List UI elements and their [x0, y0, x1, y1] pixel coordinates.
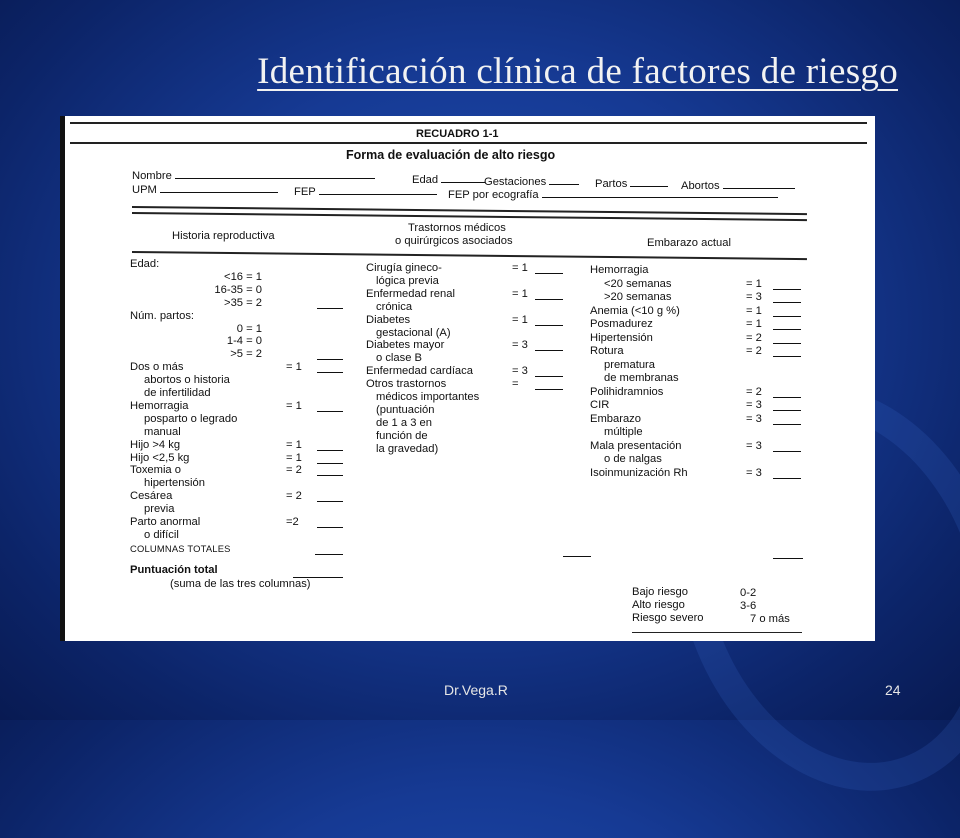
col1-item-label: Edad: — [130, 258, 160, 270]
col2-row — [366, 404, 566, 418]
col2-score-blank[interactable] — [535, 366, 563, 377]
col2-item-label: Otros trastornos — [366, 378, 447, 391]
field-fep-blank[interactable] — [319, 184, 437, 195]
col1-item-label: hipertensión — [144, 477, 205, 490]
col1-item-label: Hijo <2,5 kg — [130, 451, 190, 464]
col2-item-label: Enfermedad renal — [366, 287, 455, 300]
col1-row — [130, 258, 342, 272]
risk-severe-range: 7 o más — [750, 613, 790, 625]
col1-row — [130, 284, 342, 298]
total-score-blank[interactable] — [293, 567, 343, 578]
col3-row — [590, 332, 802, 346]
col3-item-label: Posmadurez — [590, 318, 653, 330]
col2-item-label: Diabetes — [366, 313, 411, 326]
total-score-note: (suma de las tres columnas) — [170, 578, 311, 590]
field-upm — [132, 182, 278, 197]
col3-score-blank[interactable] — [773, 279, 801, 290]
col2-item-label: médicos importantes — [376, 391, 480, 403]
col3-item-score: = 3 — [746, 399, 762, 411]
col1-list — [130, 258, 342, 548]
field-partos-blank[interactable] — [630, 176, 668, 187]
box-label: RECUADRO 1-1 — [416, 128, 499, 140]
col2-score-blank[interactable] — [535, 289, 563, 300]
page-number: 24 — [885, 682, 901, 698]
col3-row — [590, 359, 802, 373]
total-col3-blank[interactable] — [773, 548, 803, 559]
col3-score-blank[interactable] — [773, 468, 801, 479]
field-fep-label: FEP — [294, 186, 316, 198]
col3-item-label: múltiple — [604, 426, 643, 438]
col3-item-label: Hemorragia — [590, 264, 649, 276]
field-edad-label: Edad — [412, 174, 439, 186]
col1-score-blank[interactable] — [317, 491, 343, 502]
col3-row — [590, 426, 802, 440]
col1-item-label: posparto o legrado — [144, 412, 238, 425]
col1-item-label: Hemorragia — [130, 399, 189, 412]
col3-item-score: = 3 — [746, 412, 762, 425]
col2-item-label: de 1 a 3 en — [376, 416, 432, 429]
col2-row — [366, 314, 566, 328]
col1-score-blank[interactable] — [317, 298, 343, 309]
risk-high-label: Alto riesgo — [632, 599, 685, 611]
col1-item-label: <16 = 1 — [224, 270, 262, 283]
col1-row — [130, 348, 342, 362]
col3-score-blank[interactable] — [773, 306, 801, 317]
col2-item-score: = 3 — [512, 365, 528, 378]
col3-row — [590, 453, 802, 467]
col3-score-blank[interactable] — [773, 414, 801, 425]
col2-item-label: gestacional (A) — [376, 326, 451, 339]
slide-title: Identificación clínica de factores de riesgo — [257, 51, 898, 92]
col3-row — [590, 318, 802, 332]
col3-item-label: <20 semanas — [604, 277, 672, 290]
col3-item-score: = 1 — [746, 318, 762, 330]
form-heading: Forma de evaluación de alto riesgo — [346, 148, 556, 162]
col1-header: Historia reproductiva — [172, 230, 275, 242]
col1-row — [130, 516, 342, 530]
col3-row — [590, 467, 802, 481]
col3-item-label: Embarazo — [590, 412, 641, 425]
risk-low-range: 0-2 — [740, 587, 757, 599]
col3-row — [590, 386, 802, 400]
col1-row — [130, 271, 342, 285]
col1-row — [130, 361, 342, 375]
field-nombre-label: Nombre — [132, 170, 172, 182]
col3-item-score: = 1 — [746, 304, 762, 317]
col3-item-label: >20 semanas — [604, 291, 672, 303]
col2-item-label: Enfermedad cardíaca — [366, 365, 473, 378]
total-score-label: Puntuación total — [130, 564, 218, 576]
col1-row — [130, 297, 342, 311]
col2-list — [366, 262, 566, 482]
col3-item-label: de membranas — [604, 372, 679, 384]
col1-item-label: 0 = 1 — [236, 322, 262, 335]
col2-item-label: Cirugía gineco- — [366, 262, 442, 274]
col2-header-line2: o quirúrgicos asociados — [395, 235, 513, 247]
col1-row — [130, 503, 342, 517]
col1-row — [130, 310, 342, 324]
col1-row — [130, 452, 342, 466]
col2-item-score: = 1 — [512, 313, 528, 326]
col1-row — [130, 400, 342, 414]
col3-row — [590, 291, 802, 305]
col3-item-score: = 2 — [746, 345, 762, 357]
col1-row — [130, 413, 342, 427]
col3-row — [590, 278, 802, 292]
col1-row — [130, 335, 342, 349]
risk-severe-label: Riesgo severo — [632, 612, 704, 624]
col1-item-score: = 2 — [286, 464, 302, 477]
col1-item-score: = 2 — [286, 490, 302, 503]
col3-row — [590, 264, 802, 278]
col3-row — [590, 399, 802, 413]
col2-item-score: = 1 — [512, 287, 528, 300]
col1-row — [130, 439, 342, 453]
col2-item-label: (puntuación — [376, 403, 435, 416]
col3-item-label: prematura — [604, 358, 655, 371]
col2-row — [366, 262, 566, 276]
col3-score-blank[interactable] — [773, 333, 801, 344]
col3-item-score: = 3 — [746, 466, 762, 479]
col2-row — [366, 288, 566, 302]
col3-item-label: Mala presentación — [590, 439, 682, 452]
field-fep-eco — [448, 187, 778, 202]
col3-item-score: = 1 — [746, 277, 762, 290]
col1-item-label: Núm. partos: — [130, 309, 195, 322]
bottom-rule — [632, 632, 802, 633]
field-gestaciones-blank[interactable] — [549, 174, 579, 185]
col1-score-blank[interactable] — [317, 517, 343, 528]
col3-row — [590, 305, 802, 319]
col2-item-label: función de — [376, 429, 428, 442]
col2-item-score: = 1 — [512, 262, 528, 274]
col3-score-blank[interactable] — [773, 319, 801, 330]
field-fep-eco-blank[interactable] — [542, 187, 778, 198]
risk-form-scan — [60, 116, 875, 641]
box-label-rule — [70, 142, 867, 144]
col3-score-blank[interactable] — [773, 346, 801, 357]
col1-item-label: previa — [144, 503, 175, 516]
top-rule — [70, 122, 867, 124]
col1-item-label: de infertilidad — [144, 387, 211, 399]
col3-item-label: Rotura — [590, 345, 624, 357]
field-gestaciones-label: Gestaciones — [484, 176, 547, 188]
col1-item-label: >5 = 2 — [230, 348, 262, 361]
col1-item-label: 1-4 = 0 — [226, 335, 262, 348]
col1-item-score: =2 — [286, 516, 299, 528]
col3-score-blank[interactable] — [773, 441, 801, 452]
risk-high-range: 3-6 — [740, 600, 757, 612]
col1-row — [130, 490, 342, 504]
col2-row — [366, 391, 566, 405]
col1-item-label: Toxemia o — [130, 464, 181, 477]
field-edad-blank[interactable] — [441, 172, 485, 183]
col1-row — [130, 464, 342, 478]
col1-item-score: = 1 — [286, 361, 302, 374]
col2-row — [366, 365, 566, 379]
field-abortos-label: Abortos — [681, 180, 720, 192]
scan-left-edge — [60, 116, 65, 641]
col2-row — [366, 352, 566, 366]
col3-header: Embarazo actual — [647, 237, 731, 249]
col1-row — [130, 387, 342, 401]
col1-item-score: = 1 — [286, 438, 302, 451]
col1-row — [130, 477, 342, 491]
totals-label: COLUMNAS TOTALES — [130, 543, 231, 554]
col3-score-blank[interactable] — [773, 400, 801, 411]
col2-item-score: = 3 — [512, 339, 528, 352]
col2-item-label: la gravedad) — [376, 442, 439, 455]
footer-author: Dr.Vega.R — [444, 682, 508, 698]
col3-item-label: o de nalgas — [604, 453, 662, 465]
col3-item-label: Hipertensión — [590, 331, 653, 344]
col3-item-score: = 3 — [746, 291, 762, 303]
col3-row — [590, 345, 802, 359]
col2-header-line1: Trastornos médicos — [408, 222, 506, 234]
col2-row — [366, 301, 566, 315]
col1-item-label: 16-35 = 0 — [214, 283, 262, 296]
col2-row — [366, 378, 566, 392]
col1-item-label: >35 = 2 — [224, 296, 262, 309]
col3-row — [590, 413, 802, 427]
col1-row — [130, 426, 342, 440]
col1-item-label: Dos o más — [130, 361, 184, 374]
col2-score-blank[interactable] — [535, 315, 563, 326]
col1-row — [130, 529, 342, 543]
col1-item-label: Parto anormal — [130, 516, 201, 528]
col1-item-label: Cesárea — [130, 490, 173, 503]
col3-list — [590, 264, 802, 504]
col2-score-blank[interactable] — [535, 263, 563, 274]
col1-item-score: = 1 — [286, 399, 302, 412]
total-col2-blank[interactable] — [563, 546, 591, 557]
field-upm-blank[interactable] — [160, 182, 278, 193]
col3-item-label: CIR — [590, 399, 610, 411]
col1-item-score: = 1 — [286, 451, 302, 464]
col1-row — [130, 323, 342, 337]
col3-item-score: = 2 — [746, 385, 762, 398]
col2-row — [366, 327, 566, 341]
col3-item-label: Polihidramnios — [590, 385, 664, 398]
col3-score-blank[interactable] — [773, 292, 801, 303]
col3-row — [590, 440, 802, 454]
col2-row — [366, 339, 566, 353]
col1-score-blank[interactable] — [317, 362, 343, 373]
col3-item-label: Anemia (<10 g %) — [590, 304, 680, 317]
col2-row — [366, 443, 566, 457]
col3-item-score: = 2 — [746, 331, 762, 344]
col2-row — [366, 275, 566, 289]
col1-score-blank[interactable] — [317, 453, 343, 464]
risk-low-label: Bajo riesgo — [632, 586, 688, 598]
col3-score-blank[interactable] — [773, 387, 801, 398]
field-partos-label: Partos — [595, 178, 628, 190]
col2-row — [366, 417, 566, 431]
col1-item-label: abortos o historia — [144, 374, 230, 387]
col3-item-label: Isoinmunización Rh — [590, 466, 688, 479]
col2-item-label: crónica — [376, 300, 413, 313]
col1-score-blank[interactable] — [317, 349, 343, 360]
col2-score-blank[interactable] — [535, 379, 563, 390]
field-nombre-blank[interactable] — [175, 168, 375, 179]
col1-item-label: o difícil — [144, 528, 179, 541]
total-col1-blank[interactable] — [315, 544, 343, 555]
col1-score-blank[interactable] — [317, 401, 343, 412]
field-upm-label: UPM — [132, 184, 157, 196]
col2-item-score: = — [512, 378, 519, 391]
col1-item-label: manual — [144, 425, 181, 438]
col2-item-label: Diabetes mayor — [366, 339, 445, 352]
field-fep — [294, 184, 437, 199]
col3-item-score: = 3 — [746, 439, 762, 452]
field-fep-eco-label: FEP por ecografía — [448, 189, 539, 201]
col2-score-blank[interactable] — [535, 340, 563, 351]
col1-item-label: Hijo >4 kg — [130, 438, 181, 451]
col2-item-label: lógica previa — [376, 274, 439, 287]
col1-score-blank[interactable] — [317, 440, 343, 451]
col1-row — [130, 374, 342, 388]
col1-score-blank[interactable] — [317, 465, 343, 476]
col3-row — [590, 372, 802, 386]
col2-item-label: o clase B — [376, 352, 423, 365]
col2-row — [366, 430, 566, 444]
